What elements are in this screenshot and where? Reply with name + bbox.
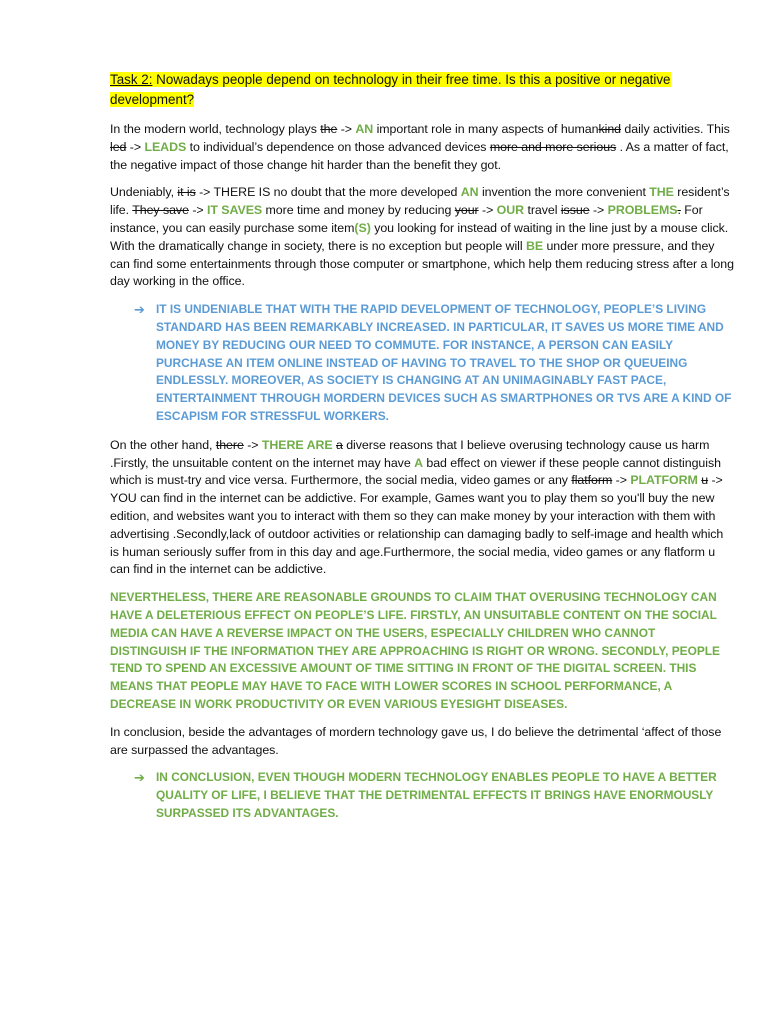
text: . As a matter of fact, the negative impact of those change hit harder than the benefit they got. — [110, 139, 729, 172]
strikethrough-text: u — [701, 473, 709, 488]
task-label: Task 2: — [110, 72, 153, 87]
feedback-text: IN CONCLUSION, EVEN THOUGH MODERN TECHNOLOGY ENABLES PEOPLE TO HAVE A BETTER QUALITY OF LIFE, I BELIEVE THAT THE DETRIMENTAL EFFECTS IT BRINGS HAVE ENORMOUSLY SURPASSED ITS ADVANTAGES. — [156, 770, 717, 820]
correction-text: IT SAVES — [206, 203, 263, 218]
correction-text: OUR — [496, 203, 525, 218]
strikethrough-text: kind — [598, 122, 621, 136]
correction-text: PROBLEMS — [607, 203, 678, 218]
text: resident’s life. — [110, 185, 730, 218]
text: -> — [612, 473, 631, 488]
strikethrough-text: more and more serious — [489, 139, 617, 154]
task-question: Nowadays people depend on technology in their free time. Is this a positive or negative development? — [110, 72, 671, 107]
feedback-paragraph-disadvantages: NEVERTHELESS, THERE ARE REASONABLE GROUNDS TO CLAIM THAT OVERUSING TECHNOLOGY CAN HAVE A DELETERIOUS EFFECT ON PEOPLE’S LIFE. FIRSTLY, AN UNSUITABLE CONTENT ON THE SOCIAL MEDIA CAN HAVE A REVERSE IMPACT ON THE USERS, ESPECIALLY CHILDREN WHO CANNOT DISTINGUISH IF THE INFORMATION THEY ARE APPROACHING IS RIGHT OR WRONG. SECONDLY, PEOPLE TEND TO SPEND AN EXCESSIVE AMOUNT OF TIME SITTING IN FRONT OF THE DIGITAL SCREEN. THIS MEANS THAT PEOPLE MAY HAVE TO FACE WITH LOWER SCORES IN SCHOOL PERFORMANCE, A DECREASE IN WORK PRODUCTIVITY OR EVEN VARIOUS EYESIGHT DISEASES. — [110, 590, 720, 711]
arrow-right-icon: ➔ — [134, 302, 145, 318]
correction-text: AN — [460, 185, 479, 200]
text: -> — [337, 122, 356, 136]
text: important role in many aspects of human — [373, 122, 599, 136]
text: travel — [524, 203, 561, 218]
text: For instance, you can easily purchase some item — [110, 203, 703, 235]
text: to individual’s dependence on those advanced devices — [186, 139, 490, 154]
strikethrough-text: . — [677, 203, 681, 218]
paragraph-advantages — [110, 184, 735, 291]
paragraph-intro — [110, 121, 735, 174]
correction-text: BE — [525, 238, 544, 253]
feedback-text: IT IS UNDENIABLE THAT WITH THE RAPID DEVELOPMENT OF TECHNOLOGY, PEOPLE’S LIVING STANDARD HAS BEEN REMARKABLY INCREASED. IN PARTICULAR, IT SAVES US MORE TIME AND MONEY BY REDUCING OUR NEED TO COMMUTE. FOR INSTANCE, A PERSON CAN EASILY PURCHASE AN ITEM ONLINE INSTEAD OF HAVING TO TRAVEL TO THE SHOP OR QUEUEING ENDLESSLY. MOREOVER, AS SOCIETY IS CHANGING AT AN UNIMAGINABLY FAST PACE, ENTERTAINMENT THROUGH MORDERN DEVICES SUCH AS SMARTPHONES OR TVS ARE A KIND OF ESCAPISM FOR STRESSFUL WORKERS. — [156, 302, 732, 423]
text: Undeniably, — [110, 185, 178, 200]
strikethrough-text: it is — [177, 185, 196, 200]
paragraph-conclusion: In conclusion, beside the advantages of mordern technology gave us, I do believe the detrimental ‘affect of those are surpassed the advantages. — [110, 724, 722, 757]
correction-text: AN — [355, 122, 374, 136]
text: -> — [126, 139, 145, 154]
feedback-note-conclusion — [110, 769, 735, 822]
text: In the modern world, technology plays — [110, 122, 321, 136]
text: -> — [589, 203, 608, 218]
text: diverse reasons that I believe overusing technology cause us harm .Firstly, the unsuitable content on the internet may have — [110, 437, 710, 470]
text: daily activities. This — [621, 122, 730, 136]
correction-text: A — [414, 455, 423, 470]
text: bad effect on viewer if these people cannot distinguish which is must-try and vice versa. Furthermore, the social media, video games or any — [110, 455, 721, 488]
paragraph-disadvantages — [110, 437, 735, 579]
feedback-note-advantages — [110, 301, 735, 426]
document-page — [110, 70, 735, 834]
arrow-right-icon: ➔ — [134, 770, 145, 786]
text: you looking for instead of waiting in the line just by a mouse click. With the dramatically change in society, there is no exception but people will — [110, 220, 729, 253]
strikethrough-text: issue — [560, 203, 590, 218]
text: more time and money by reducing — [262, 203, 455, 218]
strikethrough-text: flatform — [571, 473, 613, 488]
correction-text: PLATFORM — [630, 473, 698, 488]
strikethrough-text: They save — [132, 203, 189, 218]
strikethrough-text: a — [335, 437, 343, 452]
correction-text: THE — [649, 185, 674, 200]
text: under more pressure, and they can find some entertainments through those computer or smartphone, which help them reducing stress after a long day working in the office. — [110, 238, 734, 289]
text: -> THERE IS no doubt that the more developed — [195, 185, 461, 200]
text: -> — [478, 203, 497, 218]
strikethrough-text: your — [454, 203, 479, 218]
correction-text: LEADS — [144, 139, 187, 154]
strikethrough-text: the — [320, 122, 338, 136]
text: -> — [243, 437, 262, 452]
text: -> YOU can find in the internet can be addictive. For example, Games want you to play them so you'll buy the new edition, and websites want you to interact with them so they can make money by your interaction with them with advertising .Secondly,lack of outdoor activities or relationship can damaging badly to self-image and health which is human seriously suffer from in this day and age.Furthermore, the social media, video games or any flatform u can find in the internet can be addictive. — [110, 473, 724, 577]
correction-text: THERE ARE — [261, 437, 333, 452]
text: -> — [188, 203, 207, 218]
strikethrough-text: led — [110, 139, 127, 154]
correction-text: (S) — [354, 220, 371, 235]
essay-title — [110, 70, 735, 110]
strikethrough-text: there — [215, 437, 244, 452]
text: invention the more convenient — [478, 185, 650, 200]
text: On the other hand, — [110, 437, 216, 452]
